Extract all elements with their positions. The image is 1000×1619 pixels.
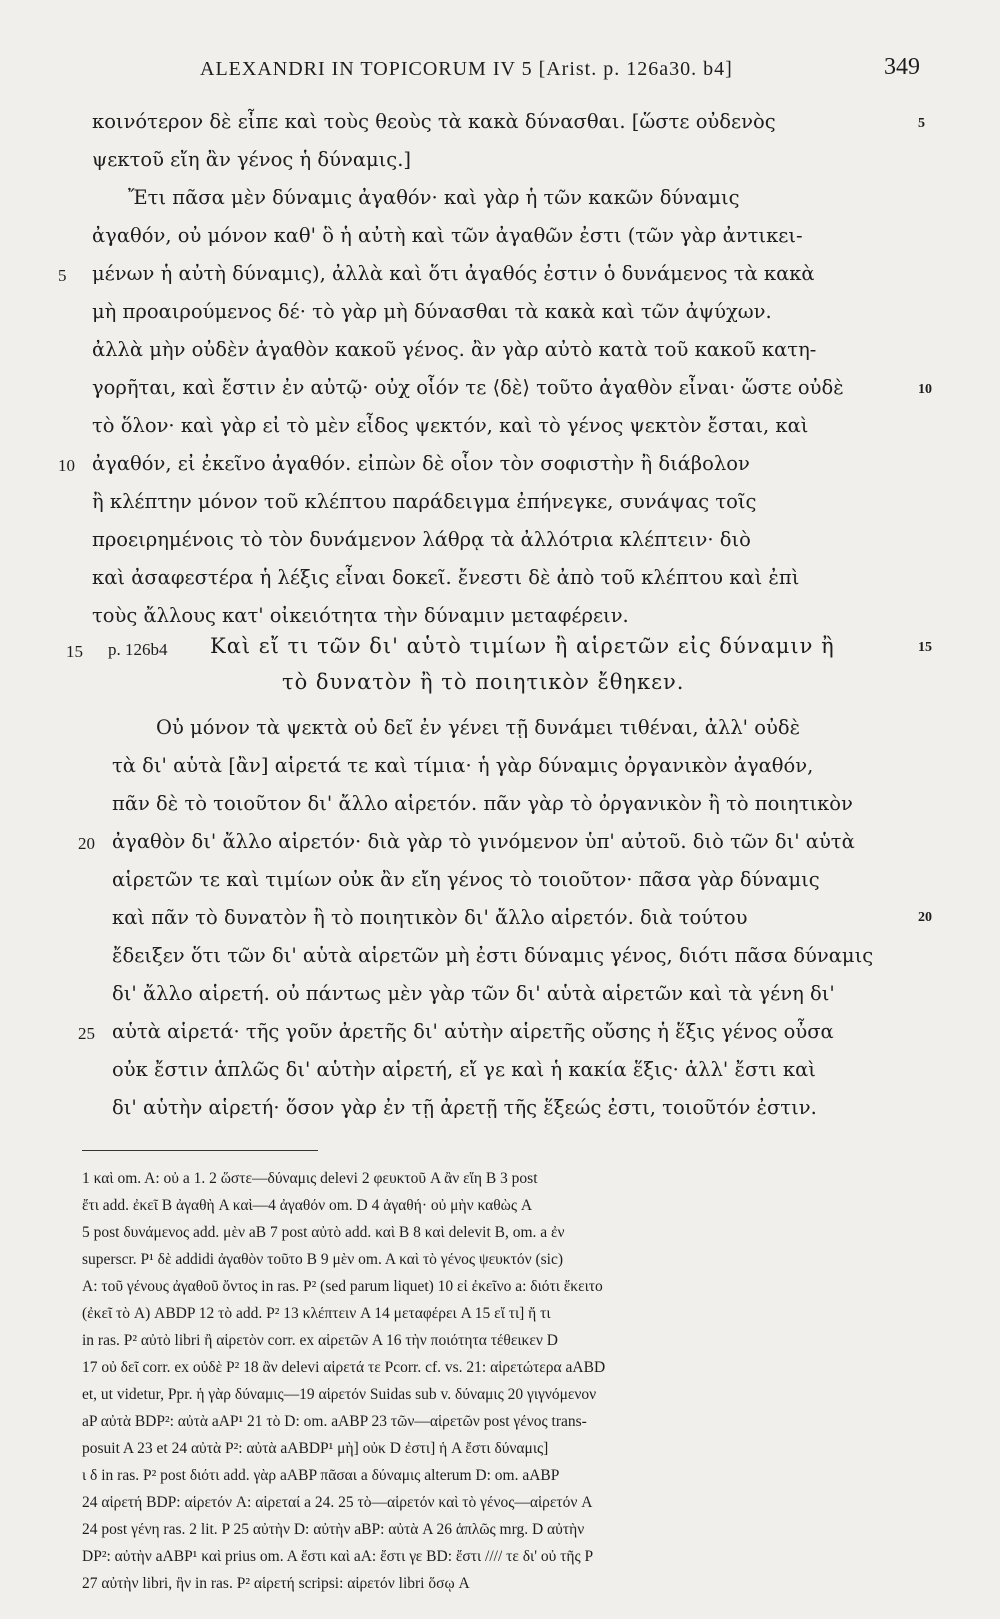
apparatus-line: 27 αὐτὴν libri, ἣν in ras. P² αἱρετή scripsi: αἱρετόν libri ὅσῳ A: [82, 1575, 470, 1592]
text-line: προειρημένοις τὸ τὸν δυνάμενον λάθρᾳ τὰ ἀλλότρια κλέπτειν· διὸ: [92, 528, 751, 551]
text-line: ἔδειξεν ὅτι τῶν δι' αὑτὰ αἱρετῶν μὴ ἐστι δύναμις γένος, διότι πᾶσα δύναμις: [112, 944, 874, 967]
apparatus-line: superscr. P¹ δὲ addidi ἀγαθὸν τοῦτο B 9 μὲν om. A καὶ τὸ γένος ψευκτόν (sic): [82, 1251, 564, 1268]
apparatus-line: ι δ in ras. P² post διότι add. γὰρ aABP πᾶσαι a δύναμις alterum D: om. aABP: [82, 1467, 560, 1484]
text-line: δι' ἄλλο αἱρετή. οὐ πάντως μὲν γὰρ τῶν δι' αὑτὰ αἱρετῶν καὶ τὰ γένη δι': [112, 982, 835, 1005]
apparatus-line: 24 αἱρετή BDP: αἱρετόν A: αἱρεταί a 24. 25 τὸ—αἱρετόν καὶ τὸ γένος—αἱρετόν A: [82, 1494, 593, 1511]
apparatus-line: in ras. P² αὐτὸ libri ἢ αἱρετὸν corr. ex αἱρετῶν A 16 τὴν ποιότητα τέθεικεν D: [82, 1332, 558, 1349]
line-number: 25: [78, 1024, 95, 1043]
line-number: 20: [918, 910, 932, 925]
apparatus-line: et, ut videtur, Ppr. ἡ γὰρ δύναμις—19 αἱρετόν Suidas sub v. δύναμις 20 γιγνόμενον: [82, 1386, 597, 1403]
text-line: Ἔτι πᾶσα μὲν δύναμις ἀγαθόν· καὶ γὰρ ἡ τῶν κακῶν δύναμις: [128, 186, 740, 209]
apparatus-line: A: τοῦ γένους ἀγαθοῦ ὄντος in ras. P² (sed parum liquet) 10 εἰ ἐκεῖνο a: διότι ἔκειτο: [82, 1278, 603, 1295]
apparatus-line: ἔτι add. ἐκεῖ B ἀγαθὴ A καὶ—4 ἀγαθόν om. D 4 ἀγαθή· οὐ μὴν καθὼς A: [82, 1197, 533, 1214]
text-line: μὴ προαιρούμενος δέ· τὸ γὰρ μὴ δύνασθαι τὰ κακὰ καὶ τῶν ἀψύχων.: [92, 300, 772, 323]
apparatus-line: aP αὐτὰ BDP²: αὐτὰ aAP¹ 21 τὸ D: om. aABP 23 τῶν—αἱρετῶν post γένος trans-: [82, 1413, 587, 1430]
apparatus-line: 17 οὐ δεῖ corr. ex οὐδὲ P² 18 ἂν delevi αἱρετά τε Pcorr. cf. vs. 21: αἱρετώτερα aABD: [82, 1359, 606, 1376]
running-title: ALEXANDRI IN TOPICORUM IV 5 [Arist. p. 126a30. b4]: [200, 58, 733, 80]
text-line: κοινότερον δὲ εἶπε καὶ τοὺς θεοὺς τὰ κακὰ δύνασθαι. [ὥστε οὐδενὸς: [92, 110, 776, 133]
text-line: τοὺς ἄλλους κατ' οἰκειότητα τὴν δύναμιν μεταφέρειν.: [92, 604, 629, 627]
lemma-line: Καὶ εἴ τι τῶν δι' αὑτὸ τιμίων ἢ αἱρετῶν εἰς δύναμιν ἢ: [210, 634, 835, 658]
line-number: 15: [918, 640, 932, 655]
text-line: ἢ κλέπτην μόνον τοῦ κλέπτου παράδειγμα ἐπήνεγκε, συνάψας τοῖς: [92, 490, 757, 513]
apparatus-line: 5 post δυνάμενος add. μὲν aB 7 post αὐτὸ add. καὶ B 8 καὶ delevit B, om. a ἐν: [82, 1224, 565, 1241]
running-header: [200, 50, 920, 90]
footnote-rule: [82, 1150, 318, 1151]
line-number: 5: [58, 266, 67, 285]
text-line: ἀλλὰ μὴν οὐδὲν ἀγαθὸν κακοῦ γένος. ἂν γὰρ αὐτὸ κατὰ τοῦ κακοῦ κατη-: [92, 338, 817, 361]
text-line: αὑτὰ αἱρετά· τῆς γοῦν ἀρετῆς δι' αὑτὴν αἱρετῆς οὔσης ἡ ἕξις γένος οὖσα: [112, 1020, 834, 1043]
apparatus-line: 24 post γένη ras. 2 lit. P 25 αὐτὴν D: αὐτὴν aBP: αὐτὰ A 26 ἁπλῶς mrg. D αὐτὴν: [82, 1521, 585, 1538]
text-line: αἱρετῶν τε καὶ τιμίων οὐκ ἂν εἴη γένος τὸ τοιοῦτον· πᾶσα γὰρ δύναμις: [112, 868, 820, 891]
apparatus-line: posuit A 23 et 24 αὐτὰ P²: αὐτὰ aABDP¹ μὴ] οὐκ D ἐστι] ἡ A ἔστι δύναμις]: [82, 1440, 549, 1457]
text-line: τὸ ὅλον· καὶ γὰρ εἰ τὸ μὲν εἶδος ψεκτόν, καὶ τὸ γένος ψεκτὸν ἔσται, καὶ: [92, 414, 809, 437]
lemma-line: τὸ δυνατὸν ἢ τὸ ποιητικὸν ἔθηκεν.: [282, 670, 685, 694]
text-line: πᾶν δὲ τὸ τοιοῦτον δι' ἄλλο αἱρετόν. πᾶν γὰρ τὸ ὀργανικὸν ἢ τὸ ποιητικὸν: [112, 792, 853, 815]
line-number: 5: [918, 116, 925, 131]
page-number: 349: [884, 54, 920, 80]
apparatus-line: DP²: αὐτὴν aABP¹ καὶ prius om. A ἔστι καὶ aA: ἔστι γε BD: ἔστι //// τε δι' οὐ τῆς P: [82, 1548, 594, 1565]
text-line: ἀγαθὸν δι' ἄλλο αἱρετόν· διὰ γὰρ τὸ γινόμενον ὑπ' αὐτοῦ. διὸ τῶν δι' αὑτὰ: [112, 830, 855, 853]
text-line: δι' αὑτὴν αἱρετή· ὅσον γὰρ ἐν τῇ ἀρετῇ τῆς ἕξεώς ἐστι, τοιοῦτόν ἐστιν.: [112, 1096, 817, 1119]
text-line: καὶ ἀσαφεστέρα ἡ λέξις εἶναι δοκεῖ. ἔνεστι δὲ ἀπὸ τοῦ κλέπτου καὶ ἐπὶ: [92, 566, 800, 589]
apparatus-line: 1 καὶ om. A: οὐ a 1. 2 ὥστε—δύναμις delevi 2 φευκτοῦ A ἂν εἴη B 3 post: [82, 1170, 538, 1187]
text-line: οὐκ ἔστιν ἁπλῶς δι' αὑτὴν αἱρετή, εἴ γε καὶ ἡ κακία ἕξις· ἀλλ' ἔστι καὶ: [112, 1058, 816, 1081]
text-line: μένων ἡ αὐτὴ δύναμις), ἀλλὰ καὶ ὅτι ἀγαθός ἐστιν ὁ δυνάμενος τὰ κακὰ: [92, 262, 815, 285]
line-number: 20: [78, 834, 95, 853]
text-line: ἀγαθόν, εἰ ἐκεῖνο ἀγαθόν. εἰπὼν δὲ οἷον τὸν σοφιστὴν ἢ διάβολον: [92, 452, 750, 475]
line-number: 10: [918, 382, 932, 397]
text-line: ψεκτοῦ εἴη ἂν γένος ἡ δύναμις.]: [92, 148, 412, 171]
text-line: καὶ πᾶν τὸ δυνατὸν ἢ τὸ ποιητικὸν δι' ἄλλο αἱρετόν. διὰ τούτου: [112, 906, 748, 929]
lemma-reference: p. 126b4: [108, 640, 168, 659]
line-number: 15: [66, 642, 83, 661]
text-line: ἀγαθόν, οὐ μόνον καθ' ὃ ἡ αὐτὴ καὶ τῶν ἀγαθῶν ἐστι (τῶν γὰρ ἀντικει-: [92, 224, 803, 247]
line-number: 10: [58, 456, 75, 475]
text-line: τὰ δι' αὑτὰ [ἂν] αἱρετά τε καὶ τίμια· ἡ γὰρ δύναμις ὀργανικὸν ἀγαθόν,: [112, 754, 814, 777]
text-line: γορῆται, καὶ ἔστιν ἐν αὐτῷ· οὐχ οἷόν τε ⟨δὲ⟩ τοῦτο ἀγαθὸν εἶναι· ὥστε οὐδὲ: [92, 376, 844, 399]
text-line: Οὐ μόνον τὰ ψεκτὰ οὐ δεῖ ἐν γένει τῇ δυνάμει τιθέναι, ἀλλ' οὐδὲ: [156, 716, 801, 739]
apparatus-line: (ἐκεῖ τὸ A) ABDP 12 τὸ add. P² 13 κλέπτειν A 14 μεταφέρει A 15 εἴ τι] ἤ τι: [82, 1305, 551, 1322]
